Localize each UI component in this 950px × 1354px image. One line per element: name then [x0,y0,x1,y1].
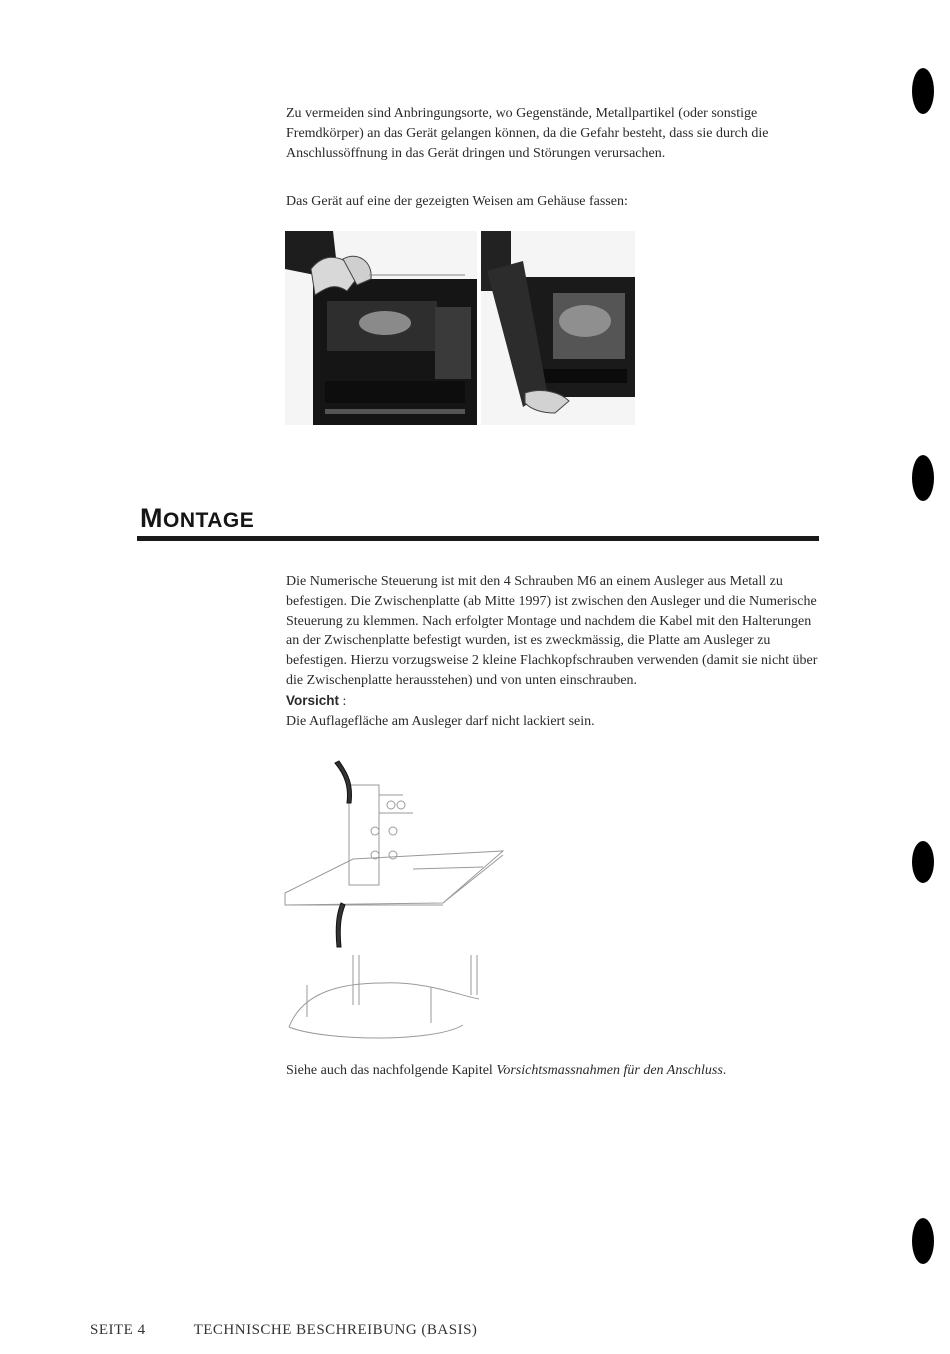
footer-title: TECHNISCHE BESCHREIBUNG (BASIS) [193,1322,478,1338]
see-also-prefix: Siehe auch das nachfolgende Kapitel [286,1063,497,1078]
heading-rest: ONTAGE [163,509,255,532]
photo-side-grip [481,231,635,425]
intro-paragraph: Zu vermeiden sind Anbringungsorte, wo Gegenstände, Metallpartikel (oder sonstige Fremdkörper) an das Gerät gelangen können, da die Gefahr besteht, dass sie durch die Anschlussöffnung in das Gerät dringen und Störungen verursachen. [286,106,769,161]
caution-label: Vorsicht [286,692,340,708]
photo-front-grip [285,231,477,425]
see-also-chapter-link[interactable]: Vorsichtsmassnahmen für den Anschluss [496,1063,723,1078]
heading-initial: M [140,503,163,533]
mounting-diagram [283,755,508,1045]
mounting-instructions: Die Numerische Steuerung ist mit den 4 Schrauben M6 an einem Ausleger aus Metall zu befestigen. Die Zwischenplatte (ab Mitte 1997) ist zwischen den Ausleger und die Numerische Steuerung zu klemmen. Nach erfolgter Montage und nachdem die Kabel mit den Halterungen an der Zwischenplatte befestigt wurden, ist es zweckmässig, die Platte am Ausleger zu befestigen. Hierzu vorzugsweise 2 kleine Flachkopfschrauben verwenden (damit sie nicht über die Zwischenplatte herausstehen) und von unten einschrauben. [286,574,818,688]
binder-hole-2 [912,455,934,501]
section-body [286,572,821,731]
page-footer [90,1322,477,1339]
section-heading [140,503,254,534]
caution-text: Die Auflagefläche am Ausleger darf nicht lackiert sein. [286,713,595,729]
grip-caption: Das Gerät auf eine der gezeigten Weisen am Gehäuse fassen: [286,194,628,209]
binder-hole-1 [912,68,934,114]
handling-photos [285,231,635,425]
heading-rule [137,536,819,541]
see-also-suffix: . [722,1063,727,1078]
footer-page-number: SEITE 4 [90,1322,146,1338]
binder-hole-4 [912,1218,934,1264]
binder-hole-3 [912,841,934,883]
see-also [286,1061,821,1081]
caution-colon: : [339,693,347,709]
